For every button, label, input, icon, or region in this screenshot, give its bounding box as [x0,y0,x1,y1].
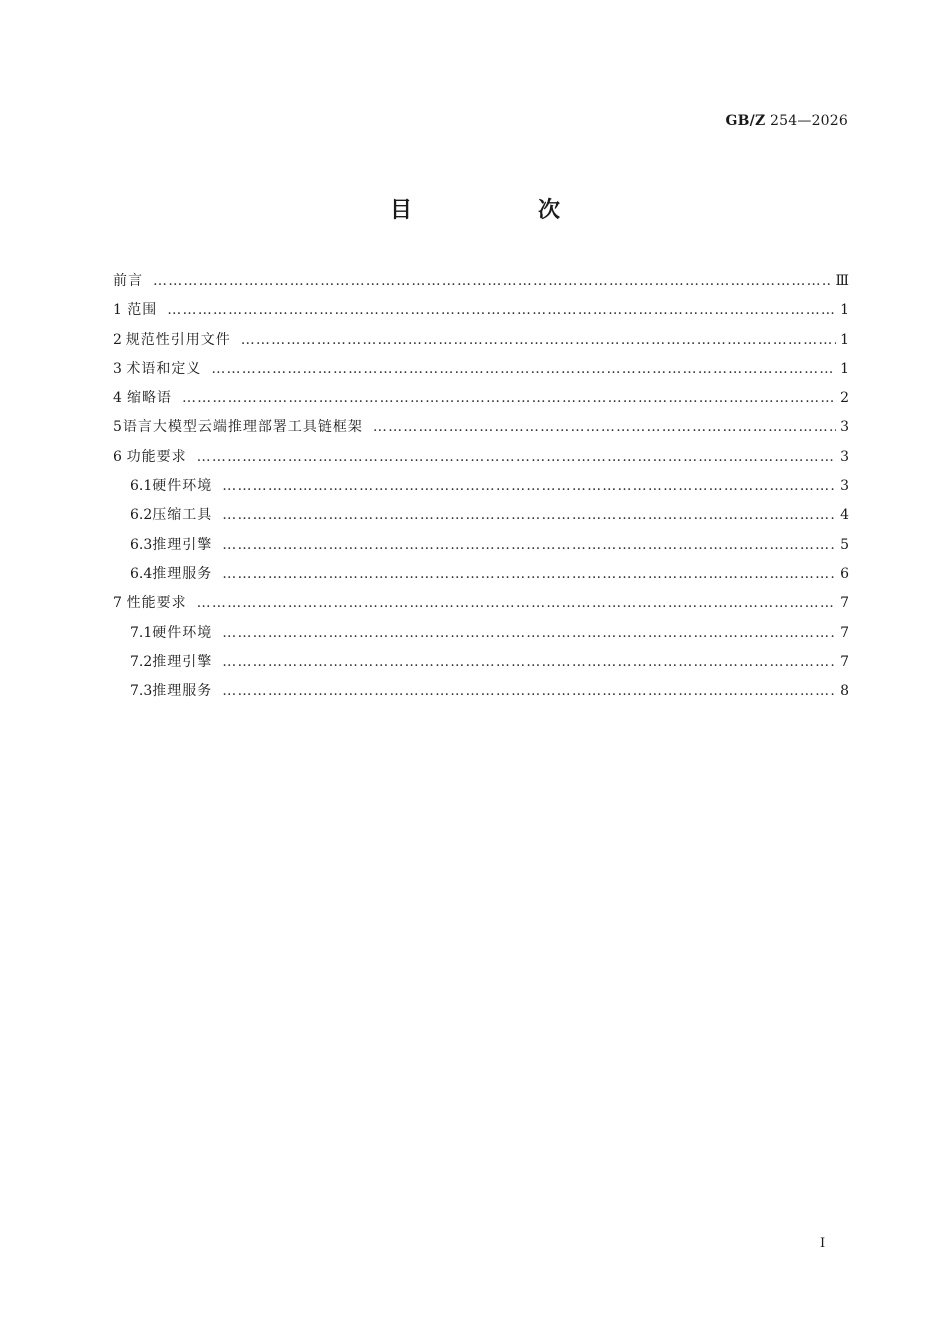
toc-entry-label: 压缩工具 [152,507,213,524]
toc-entry-number: 4 [113,390,122,407]
toc-entry-label: 前言 [113,273,143,289]
toc-entry-label: 硬件环境 [152,624,213,641]
toc-entry-label: 推理服务 [152,683,213,700]
toc-entry-label: 缩略语 [126,390,172,407]
toc-leader-dots [222,654,836,670]
toc-leader-dots [153,273,831,289]
toc-leader-dots [222,507,836,523]
table-of-contents [113,270,849,709]
toc-entry-page: 1 [840,331,849,348]
toc-entry-page: 3 [840,448,849,465]
toc-entry-page: 1 [840,360,849,377]
toc-entry-label: 性能要求 [126,595,187,612]
toc-entry-6-4[interactable] [113,563,849,592]
toc-entry-label: 硬件环境 [152,478,213,495]
toc-entry-7-3[interactable] [113,680,849,709]
toc-entry-framework[interactable] [113,416,849,445]
toc-entry-foreword[interactable] [113,270,849,299]
toc-entry-page: 7 [840,595,849,612]
toc-leader-dots [167,302,836,318]
toc-leader-dots [222,625,836,641]
toc-leader-dots [211,361,836,377]
toc-entry-6-1[interactable] [113,475,849,504]
toc-entry-label: 术语和定义 [126,360,202,377]
toc-entry-number: 2 [113,331,122,348]
toc-entry-page: 3 [840,419,849,436]
toc-leader-dots [222,537,836,553]
toc-entry-page: 7 [840,624,849,641]
toc-leader-dots [222,566,836,582]
toc-entry-page: 6 [840,565,849,582]
toc-entry-page: 3 [840,478,849,495]
toc-entry-performance-requirements[interactable] [113,592,849,621]
toc-entry-number: 7.2 [130,653,153,670]
toc-entry-page: 4 [840,507,849,524]
toc-entry-normative-references[interactable] [113,329,849,358]
toc-entry-number: 6.3 [130,536,153,553]
toc-entry-number: 6 [113,448,122,465]
toc-leader-dots [222,683,836,699]
toc-entry-label: 推理引擎 [152,653,213,670]
toc-entry-page: Ⅲ [835,273,849,289]
toc-entry-number: 7 [113,595,122,612]
toc-entry-6-2[interactable] [113,504,849,533]
toc-entry-7-2[interactable] [113,651,849,680]
toc-entry-number: 6.4 [130,565,153,582]
standard-code [725,113,848,129]
page-title: 目 次 [389,198,612,223]
toc-entry-label: 功能要求 [126,448,187,465]
standard-code-number: 254—2026 [770,113,848,129]
toc-entry-page: 5 [840,536,849,553]
toc-entry-number: 5 [113,419,122,436]
toc-leader-dots [241,332,836,348]
toc-entry-label: 范围 [127,302,158,319]
toc-leader-dots [222,478,836,494]
toc-entry-number: 6.2 [130,507,153,524]
toc-entry-scope[interactable] [113,299,849,328]
toc-leader-dots [197,449,836,465]
toc-leader-dots [182,390,836,406]
toc-entry-functional-requirements[interactable] [113,446,849,475]
toc-entry-label: 规范性引用文件 [125,331,231,348]
toc-entry-number: 3 [113,360,122,377]
standard-code-prefix: GB/Z [725,113,766,129]
toc-entry-page: 1 [840,302,849,319]
toc-entry-7-1[interactable] [113,622,849,651]
toc-entry-terms-definitions[interactable] [113,358,849,387]
toc-entry-6-3[interactable] [113,534,849,563]
toc-entry-page: 8 [840,683,849,700]
toc-entry-number: 1 [113,302,122,319]
toc-entry-number: 6.1 [130,478,153,495]
toc-entry-label: 语言大模型云端推理部署工具链框架 [122,419,363,436]
toc-entry-page: 2 [840,390,849,407]
toc-entry-abbreviations[interactable] [113,387,849,416]
toc-entry-label: 推理服务 [152,565,213,582]
toc-entry-number: 7.3 [130,683,153,700]
toc-leader-dots [373,419,836,435]
toc-entry-page: 7 [840,653,849,670]
page-number: I [820,1236,826,1251]
toc-entry-label: 推理引擎 [152,536,213,553]
toc-leader-dots [197,595,836,611]
toc-entry-number: 7.1 [130,624,153,641]
